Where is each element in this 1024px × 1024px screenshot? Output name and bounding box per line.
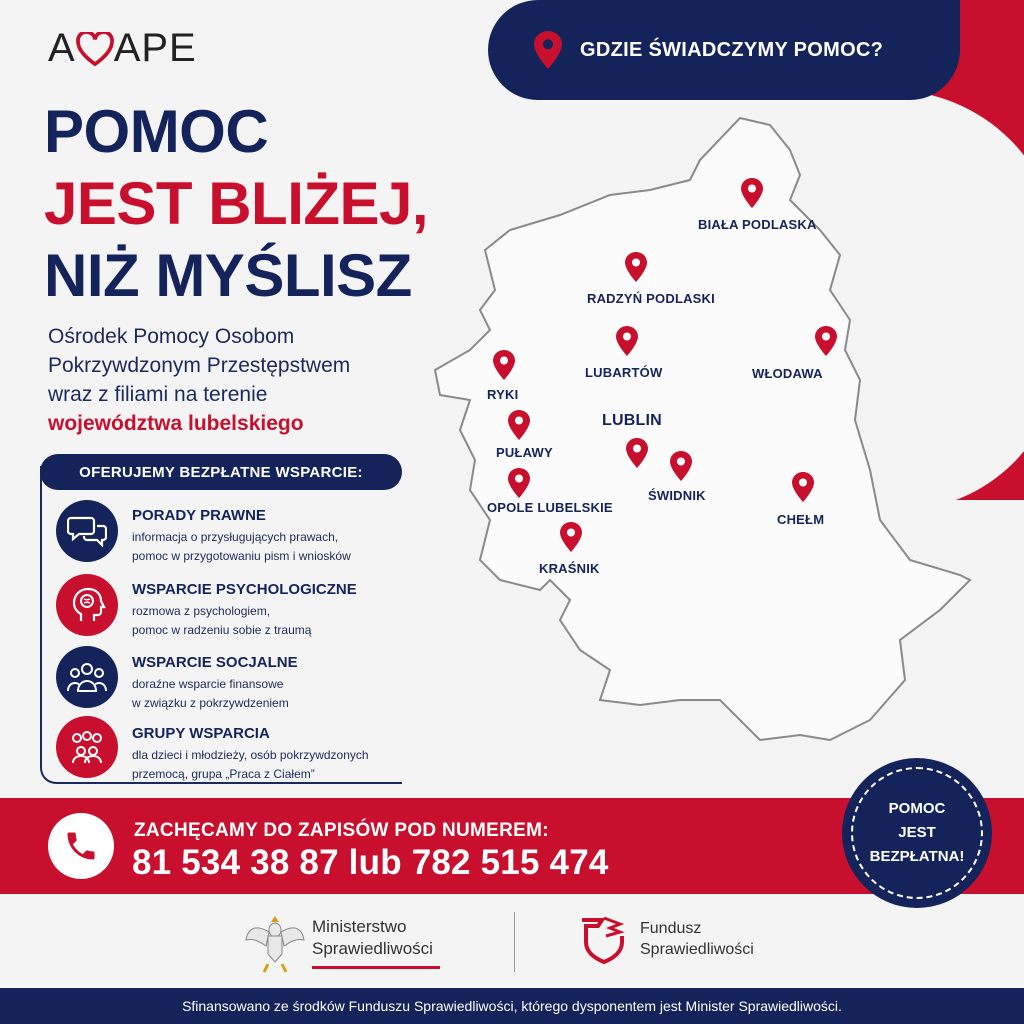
map-pin-icon [493,350,515,380]
call-label: ZACHĘCAMY DO ZAPISÓW POD NUMEREM: [134,820,549,841]
city-label-pulawy: PUŁAWY [496,445,553,460]
offers-heading: OFERUJEMY BEZPŁATNE WSPARCIE: [40,454,402,490]
map-pin-icon [560,522,582,552]
service-description [132,528,412,566]
ministry-underline [312,966,440,969]
map-pin-icon [625,252,647,282]
sponsor-divider [514,912,515,972]
fund-line: Fundusz [640,920,702,937]
support-group-icon [56,716,118,778]
map-pin-icon [792,472,814,502]
city-label-ryki: RYKI [487,387,519,402]
service-desc-line: rozmowa z psychologiem, [132,604,271,618]
fund-shield-icon [574,912,634,968]
eagle-emblem-icon [244,910,306,974]
subtitle [48,322,408,438]
headline-line-1: POMOC [44,98,269,165]
head-brain-icon [56,574,118,636]
service-title: WSPARCIE SOCJALNE [132,654,298,671]
city-label-opole-lubelskie: OPOLE LUBELSKIE [487,500,613,515]
service-desc-line: dla dzieci i młodzieży, osób pokrzywdzonych [132,748,369,762]
city-label-radzyn-podlaski: RADZYŃ PODLASKI [587,291,715,306]
speech-bubbles-icon [56,500,118,562]
service-desc-line: przemocą, grupa „Praca z Ciałem” [132,767,315,781]
subtitle-line: Pokrzywdzonym Przestępstwem [48,354,351,377]
city-label-wlodawa: WŁODAWA [752,366,823,381]
locations-header-pill [488,0,960,100]
city-label-swidnik: ŚWIDNIK [648,488,706,503]
city-label-chelm: CHEŁM [777,512,825,527]
subtitle-region: województwa lubelskiego [48,412,304,435]
badge-text [851,767,983,899]
map-pin-icon [508,468,530,498]
funding-footer: Sfinansowano ze środków Funduszu Sprawiedliwości, którego dysponentem jest Minister Sprawiedliwości. [0,988,1024,1024]
phone-icon[interactable] [48,813,114,879]
heart-icon [76,32,114,66]
badge-line: BEZPŁATNA! [869,848,965,865]
service-desc-line: doraźne wsparcie finansowe [132,677,284,691]
service-desc-line: informacja o przysługujących prawach, [132,530,339,544]
people-group-icon [56,646,118,708]
ministry-name [312,916,433,960]
logo-text: APE [113,26,197,70]
city-label-lubartow: LUBARTÓW [585,365,663,380]
phone-numbers[interactable]: 81 534 38 87 lub 782 515 474 [132,843,609,882]
fund-name [640,918,754,960]
service-title: GRUPY WSPARCIA [132,725,270,742]
city-label-lublin: LUBLIN [602,412,662,429]
map-pin-icon [670,451,692,481]
map-pin-icon [616,326,638,356]
locations-header-text: GDZIE ŚWIADCZYMY POMOC? [580,38,884,61]
service-desc-line: pomoc w radzeniu sobie z traumą [132,623,312,637]
subtitle-line: wraz z filiami na terenie [48,383,268,406]
badge-line: JEST [898,824,936,841]
map-pin-icon [508,410,530,440]
service-title: WSPARCIE PSYCHOLOGICZNE [132,581,357,598]
ministry-line: Sprawiedliwości [312,939,433,958]
service-description [132,675,412,713]
service-title: PORADY PRAWNE [132,507,266,524]
headline-line-3: NIŻ MYŚLISZ [44,242,412,309]
service-desc-line: pomoc w przygotowaniu pism i wniosków [132,549,351,563]
fund-line: Sprawiedliwości [640,941,754,958]
badge-line: POMOC [888,800,946,817]
map-pin-icon [741,178,763,208]
ministry-line: Ministerstwo [312,917,407,936]
subtitle-line: Ośrodek Pomocy Osobom [48,325,295,348]
headline-line-2: JEST BLIŻEJ, [44,170,429,237]
service-description [132,602,412,640]
service-description [132,746,412,784]
location-pin-icon [534,31,562,69]
map-pin-icon [626,438,648,468]
city-label-krasnik: KRAŚNIK [539,561,600,576]
service-desc-line: w związku z pokrzywdzeniem [132,696,289,710]
free-help-badge [842,758,992,908]
city-label-biala-podlaska: BIAŁA PODLASKA [698,217,817,232]
map-pin-icon [815,326,837,356]
logo-letter: A [48,26,76,70]
agape-logo [48,26,197,71]
